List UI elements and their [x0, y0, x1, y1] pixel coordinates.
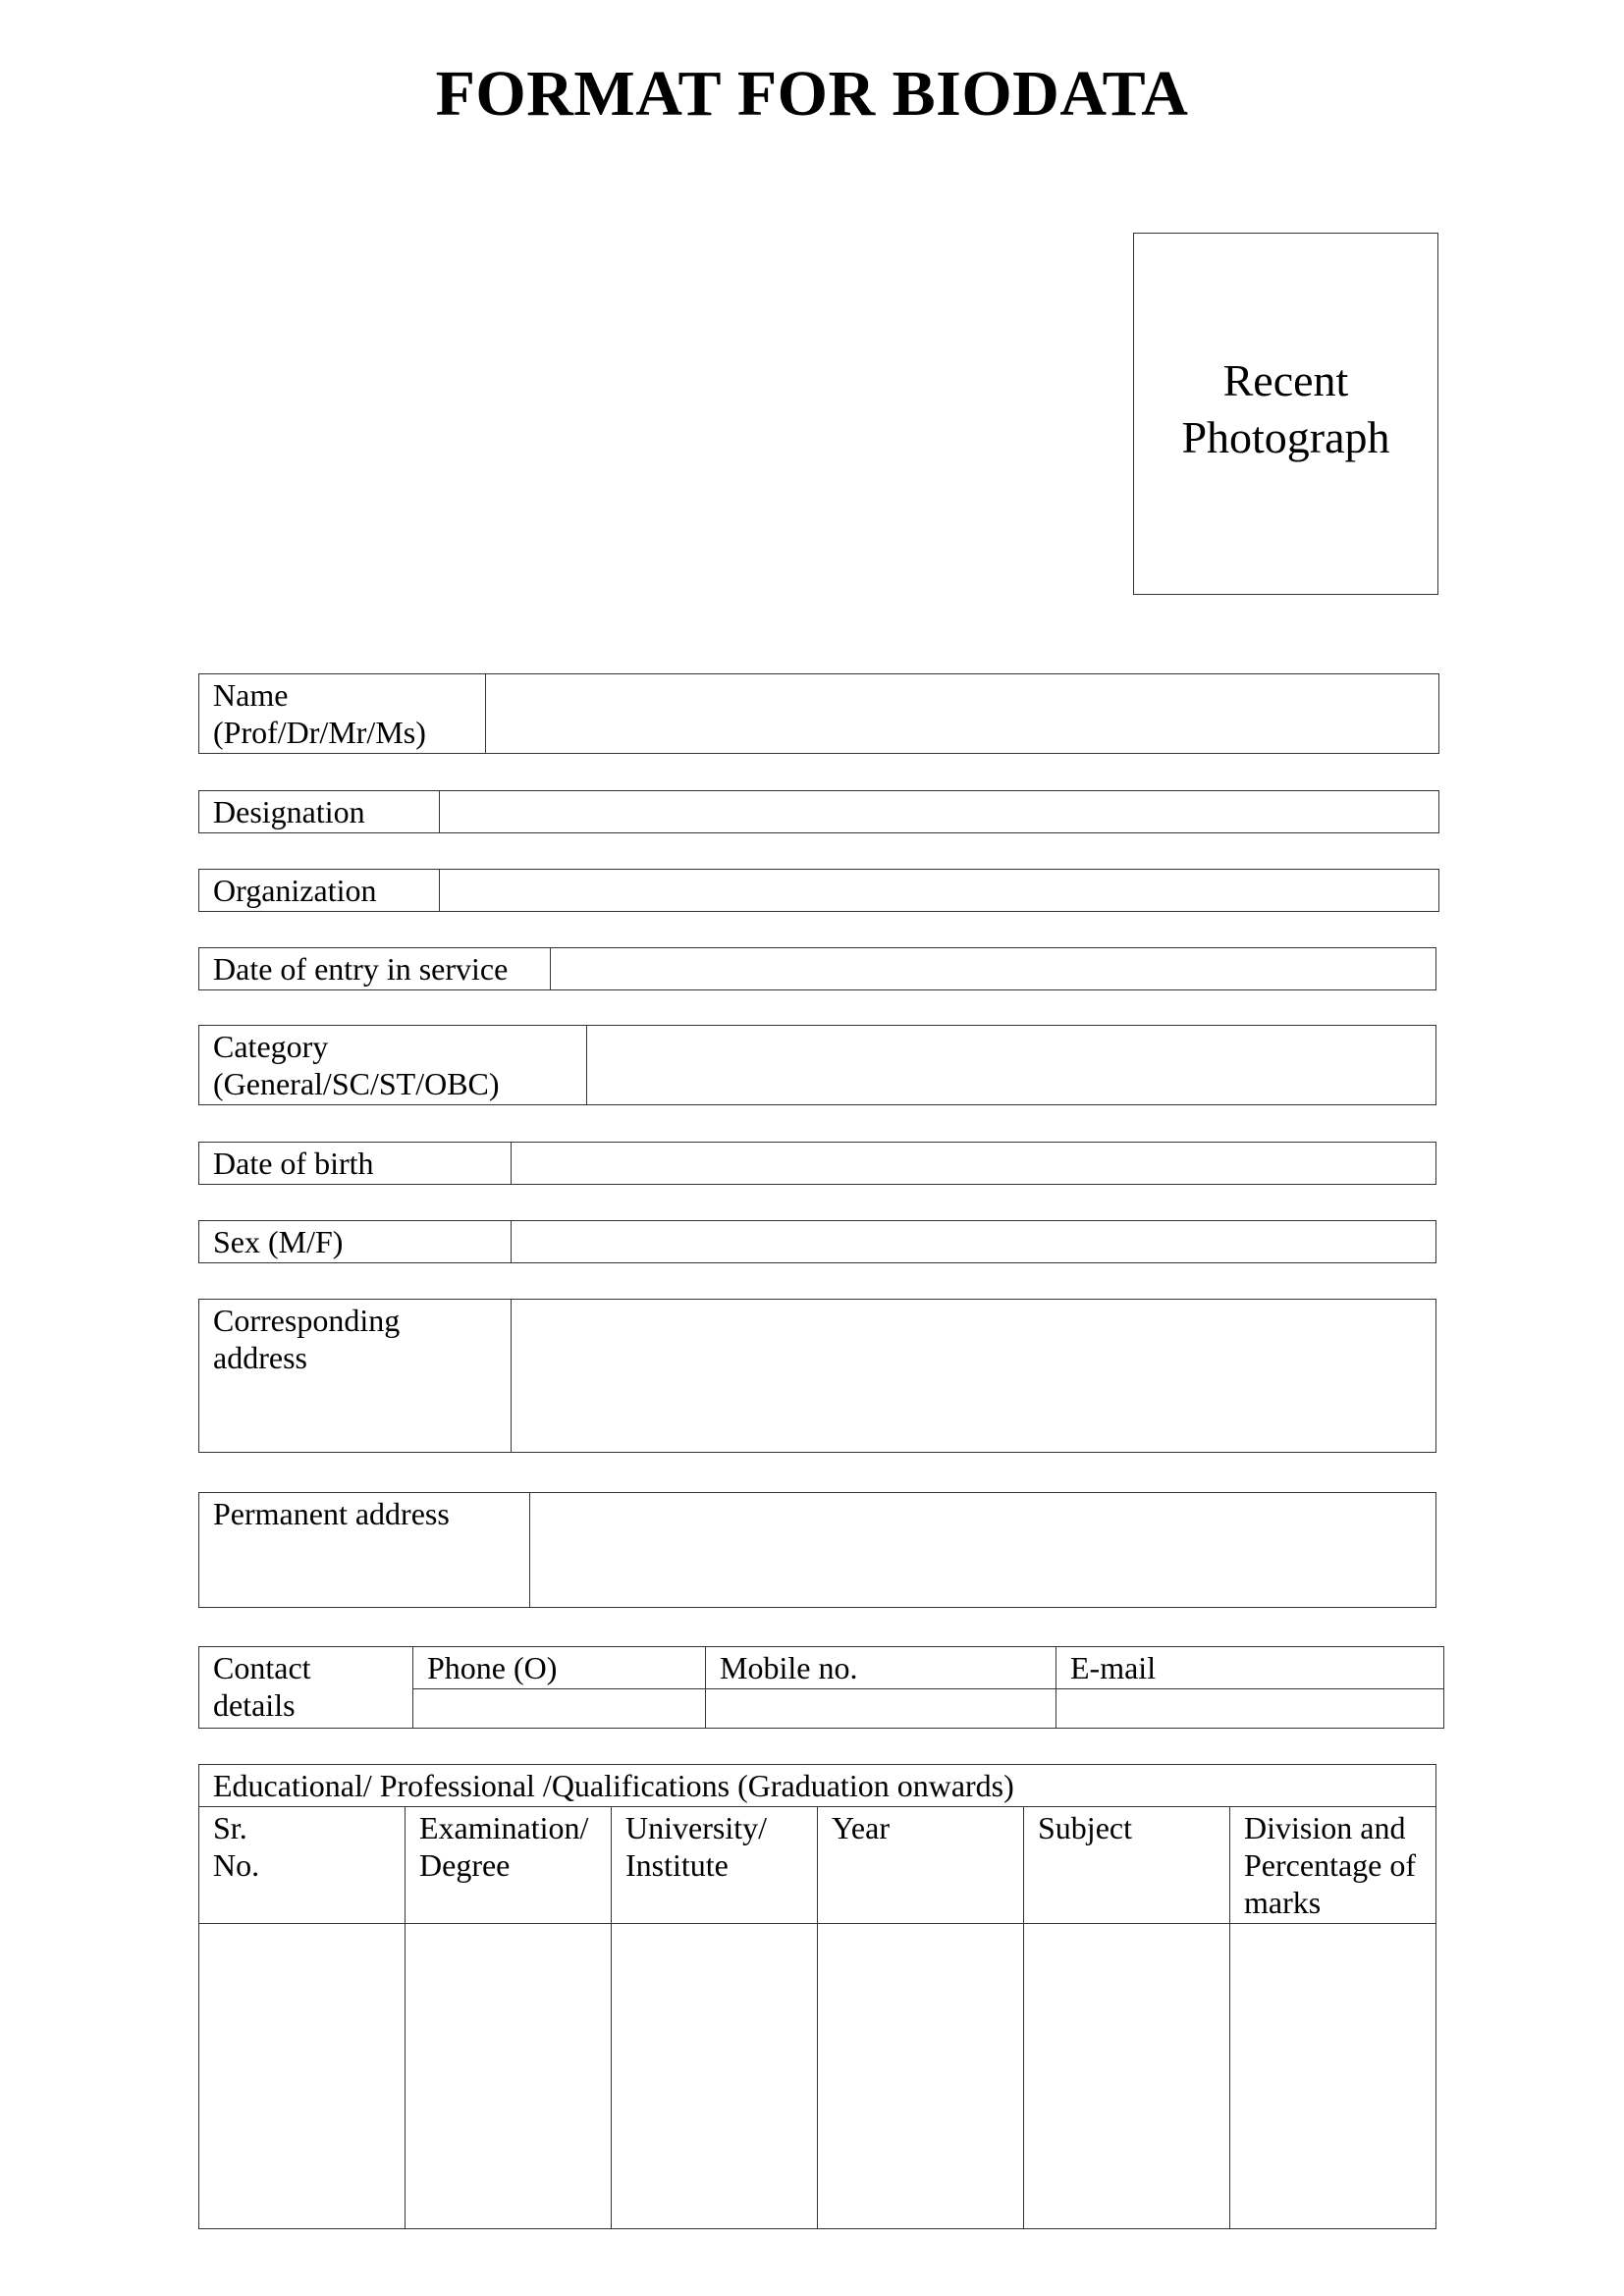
- permanent-address-label: Permanent address: [199, 1493, 530, 1608]
- designation-label: Designation: [199, 791, 440, 833]
- education-table: [198, 1764, 1436, 2229]
- email-value-cell[interactable]: [1056, 1689, 1444, 1729]
- edu-col-sr-no: Sr. No.: [199, 1807, 406, 1924]
- organization-label: Organization: [199, 870, 440, 912]
- organization-field-table: [198, 869, 1439, 912]
- sex-field-table: [198, 1220, 1436, 1263]
- phone-value-cell[interactable]: [413, 1689, 706, 1729]
- edu-university-cell[interactable]: [612, 1924, 818, 2229]
- edu-col-university: University/ Institute: [612, 1807, 818, 1924]
- edu-subject-cell[interactable]: [1024, 1924, 1230, 2229]
- category-field-table: [198, 1025, 1436, 1105]
- sex-label: Sex (M/F): [199, 1221, 512, 1263]
- edu-division-cell[interactable]: [1230, 1924, 1436, 2229]
- corresponding-address-label: Corresponding address: [199, 1300, 512, 1453]
- category-label: Category (General/SC/ST/OBC): [199, 1026, 587, 1105]
- name-label: Name (Prof/Dr/Mr/Ms): [199, 674, 486, 754]
- date-of-entry-label: Date of entry in service: [199, 948, 551, 990]
- date-of-birth-value-cell[interactable]: [512, 1143, 1436, 1185]
- edu-col-examination: Examination/ Degree: [406, 1807, 612, 1924]
- date-of-entry-value-cell[interactable]: [551, 948, 1436, 990]
- edu-examination-cell[interactable]: [406, 1924, 612, 2229]
- edu-year-cell[interactable]: [818, 1924, 1024, 2229]
- photo-placeholder[interactable]: [1133, 233, 1438, 595]
- sex-value-cell[interactable]: [512, 1221, 1436, 1263]
- date-of-birth-field-table: [198, 1142, 1436, 1185]
- name-value-cell[interactable]: [486, 674, 1439, 754]
- contact-col-mobile: Mobile no.: [706, 1647, 1056, 1689]
- edu-col-subject: Subject: [1024, 1807, 1230, 1924]
- designation-value-cell[interactable]: [440, 791, 1439, 833]
- permanent-address-field-table: [198, 1492, 1436, 1608]
- designation-field-table: [198, 790, 1439, 833]
- edu-col-division: Division and Percentage of marks: [1230, 1807, 1436, 1924]
- edu-col-year: Year: [818, 1807, 1024, 1924]
- edu-sr-no-cell[interactable]: [199, 1924, 406, 2229]
- date-of-entry-field-table: [198, 947, 1436, 990]
- photo-label: Recent Photograph: [1181, 354, 1390, 462]
- organization-value-cell[interactable]: [440, 870, 1439, 912]
- page-title: FORMAT FOR BIODATA: [435, 58, 1189, 130]
- contact-details-table: [198, 1646, 1444, 1729]
- category-value-cell[interactable]: [587, 1026, 1436, 1105]
- contact-details-label: Contact details: [199, 1647, 413, 1729]
- contact-col-email: E-mail: [1056, 1647, 1444, 1689]
- contact-col-phone: Phone (O): [413, 1647, 706, 1689]
- mobile-value-cell[interactable]: [706, 1689, 1056, 1729]
- corresponding-address-value-cell[interactable]: [512, 1300, 1436, 1453]
- table-row: [199, 1924, 1436, 2229]
- permanent-address-value-cell[interactable]: [530, 1493, 1436, 1608]
- date-of-birth-label: Date of birth: [199, 1143, 512, 1185]
- name-field-table: [198, 673, 1439, 754]
- corresponding-address-field-table: [198, 1299, 1436, 1453]
- education-heading: Educational/ Professional /Qualifications (Graduation onwards): [199, 1765, 1436, 1807]
